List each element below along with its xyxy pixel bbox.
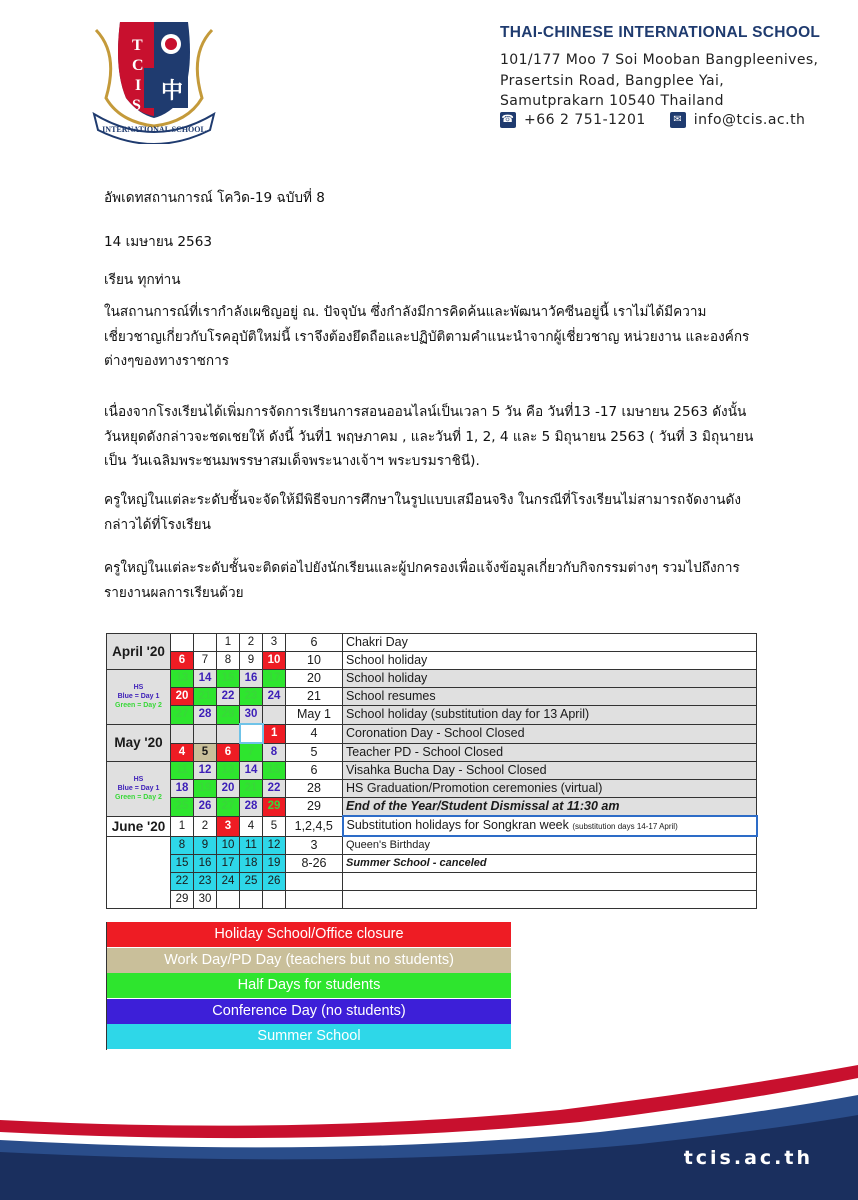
day-cell <box>217 891 240 909</box>
svg-text:中: 中 <box>161 79 184 104</box>
svg-text:S: S <box>132 97 141 114</box>
letter-greeting: เรียน ทุกท่าน <box>104 272 181 288</box>
day-cell: 27 <box>171 706 194 725</box>
day-cell: 29 <box>263 798 286 817</box>
day-cell <box>240 724 263 743</box>
calendar-row <box>107 873 757 891</box>
day-cell: 29 <box>171 891 194 909</box>
event-text: Substitution holidays for Songkran week <box>346 818 569 832</box>
day-cell: 1 <box>171 816 194 836</box>
day-cell <box>240 891 263 909</box>
event-date: 21 <box>286 688 343 706</box>
event-date: 10 <box>286 652 343 670</box>
event-name: End of the Year/Student Dismissal at 11:30 am <box>343 798 757 817</box>
day-cell: 1 <box>217 634 240 652</box>
day-cell: 21 <box>194 688 217 706</box>
day-cell: 29 <box>217 706 240 725</box>
school-name: THAI-CHINESE INTERNATIONAL SCHOOL <box>500 24 821 41</box>
legend-conference-day: Conference Day (no students) <box>107 999 511 1024</box>
calendar-row <box>107 798 757 817</box>
day-cell: 13 <box>217 762 240 780</box>
contact-row <box>500 112 805 128</box>
day-cell: 2 <box>240 634 263 652</box>
day-cell: 2 <box>194 816 217 836</box>
calendar-row <box>107 855 757 873</box>
legend-summer-school: Summer School <box>107 1024 511 1049</box>
month-spacer <box>107 873 171 891</box>
day-cell <box>194 634 217 652</box>
day-cell: 17 <box>263 670 286 688</box>
event-name: Coronation Day - School Closed <box>343 724 757 743</box>
day-cell: 4 <box>171 743 194 762</box>
month-label-may: May '20 <box>107 724 171 762</box>
day-cell: 25 <box>240 873 263 891</box>
calendar-row <box>107 724 757 743</box>
day-cell: 15 <box>171 855 194 873</box>
calendar-row <box>107 743 757 762</box>
day-cell: 17 <box>217 855 240 873</box>
day-cell: 28 <box>240 798 263 817</box>
day-cell <box>263 706 286 725</box>
day-cell: 10 <box>263 652 286 670</box>
footer-website[interactable]: tcis.ac.th <box>683 1147 813 1169</box>
email-address[interactable]: info@tcis.ac.th <box>693 112 806 128</box>
day-cell: 8 <box>171 836 194 855</box>
day-cell: 21 <box>240 780 263 798</box>
event-date: 3 <box>286 836 343 855</box>
day-cell: 30 <box>194 891 217 909</box>
day-cell: 1 <box>263 724 286 743</box>
day-cell: 4 <box>240 816 263 836</box>
svg-text:I: I <box>135 77 142 94</box>
address-line-1: 101/177 Moo 7 Soi Mooban Bangpleenives, <box>500 52 819 68</box>
event-date: May 1 <box>286 706 343 725</box>
day-cell <box>171 634 194 652</box>
day-cell: 12 <box>263 836 286 855</box>
calendar-row <box>107 762 757 780</box>
hs-day-legend-may <box>107 762 171 817</box>
day-cell <box>171 724 194 743</box>
event-date: 6 <box>286 634 343 652</box>
event-name: School holiday <box>343 652 757 670</box>
event-name: HS Graduation/Promotion ceremonies (virtual) <box>343 780 757 798</box>
day-cell: 30 <box>240 706 263 725</box>
day-cell: 26 <box>263 873 286 891</box>
day-cell: 28 <box>194 706 217 725</box>
calendar-row <box>107 652 757 670</box>
event-note: (substitution days 14-17 April) <box>572 822 678 831</box>
month-spacer <box>107 891 171 909</box>
day-cell: 22 <box>263 780 286 798</box>
day-cell: 23 <box>240 688 263 706</box>
day-cell: 3 <box>217 816 240 836</box>
calendar-color-legend <box>106 922 511 1050</box>
letter-date: 14 เมษายน 2563 <box>104 234 212 250</box>
svg-text:C: C <box>132 57 144 74</box>
paragraph-2: เนื่องจากโรงเรียนได้เพิ่มการจัดการเรียนการสอนออนไลน์เป็นเวลา 5 วัน คือ วันที่13 -17 เมษายน 2563 ดังนั้นวันหยุดดังกล่าวจะชดเชยให้ ดังนี้ วันที่1 พฤษภาคม , และวันที่ 1, 2, 4 และ 5 มิถุนายน 2563 ( วันที่ 3 มิถุนายน เป็น วันเฉลิมพระชนมพรรษาสมเด็จพระนางเจ้าฯ พระบรมราชินี). <box>104 404 754 469</box>
hs-label: HS <box>133 684 144 692</box>
school-address <box>500 50 818 112</box>
day-cell: 5 <box>263 816 286 836</box>
day-cell: 16 <box>194 855 217 873</box>
event-date: 4 <box>286 724 343 743</box>
svg-text:T: T <box>132 37 143 54</box>
month-label-june: June '20 <box>107 816 171 836</box>
day-cell: 18 <box>240 855 263 873</box>
day-cell: 3 <box>263 634 286 652</box>
event-name: Chakri Day <box>343 634 757 652</box>
address-line-2: Prasertsin Road, Bangplee Yai, <box>500 72 725 89</box>
event-date: 20 <box>286 670 343 688</box>
calendar-row <box>107 780 757 798</box>
day-cell: 20 <box>217 780 240 798</box>
day-cell: 13 <box>171 670 194 688</box>
day-cell: 11 <box>171 762 194 780</box>
blue-day-label: Blue = Day 1 <box>117 693 160 701</box>
day-cell: 24 <box>263 688 286 706</box>
calendar-row <box>107 891 757 909</box>
day-cell: 27 <box>217 798 240 817</box>
paragraph-3: ครูใหญ่ในแต่ละระดับชั้นจะจัดให้มีพิธีจบการศึกษาในรูปแบบเสมือนจริง ในกรณีที่โรงเรียนไม่สามารถจัดงานดังกล่าวได้ที่โรงเรียน <box>104 492 742 533</box>
green-day-label: Green = Day 2 <box>115 794 162 802</box>
event-name: School holiday <box>343 670 757 688</box>
month-spacer <box>107 855 171 873</box>
event-date: 5 <box>286 743 343 762</box>
green-day-label: Green = Day 2 <box>115 702 162 710</box>
event-date <box>286 891 343 909</box>
day-cell: 14 <box>240 762 263 780</box>
calendar-row <box>107 816 757 836</box>
footer-wave <box>0 1060 858 1200</box>
event-name: Teacher PD - School Closed <box>343 743 757 762</box>
legend-holiday: Holiday School/Office closure <box>107 922 511 947</box>
day-cell: 20 <box>171 688 194 706</box>
event-name: School holiday (substitution day for 13 April) <box>343 706 757 725</box>
event-name: Queen's Birthday <box>343 836 757 855</box>
school-logo <box>84 10 224 144</box>
mail-icon: ✉ <box>670 112 686 128</box>
day-cell <box>194 724 217 743</box>
day-cell <box>263 891 286 909</box>
legend-work-day: Work Day/PD Day (teachers but no students) <box>107 948 511 973</box>
event-date: 28 <box>286 780 343 798</box>
day-cell: 22 <box>171 873 194 891</box>
day-cell: 5 <box>194 743 217 762</box>
day-cell: 24 <box>217 873 240 891</box>
day-cell: 9 <box>240 652 263 670</box>
event-name <box>343 891 757 909</box>
day-cell: 15 <box>263 762 286 780</box>
hs-label: HS <box>133 776 144 784</box>
event-name <box>343 816 757 836</box>
day-cell: 9 <box>194 836 217 855</box>
day-cell: 8 <box>263 743 286 762</box>
calendar-row <box>107 706 757 725</box>
day-cell: 15 <box>217 670 240 688</box>
day-cell: 7 <box>194 652 217 670</box>
phone-number[interactable]: +66 2 751-1201 <box>524 112 646 128</box>
day-cell: 7 <box>240 743 263 762</box>
day-cell: 26 <box>194 798 217 817</box>
event-date: 8-26 <box>286 855 343 873</box>
legend-half-days: Half Days for students <box>107 973 511 998</box>
blue-day-label: Blue = Day 1 <box>117 785 160 793</box>
day-cell: 10 <box>217 836 240 855</box>
school-calendar-table <box>106 633 758 909</box>
month-label-april: April '20 <box>107 634 171 670</box>
day-cell: 16 <box>240 670 263 688</box>
event-name: Summer School - canceled <box>343 855 757 873</box>
event-name <box>343 873 757 891</box>
event-date: 29 <box>286 798 343 817</box>
logo-banner-text: INTERNATIONAL SCHOOL <box>102 125 206 134</box>
day-cell: 19 <box>194 780 217 798</box>
day-cell: 25 <box>171 798 194 817</box>
event-name: Visahka Bucha Day - School Closed <box>343 762 757 780</box>
letter-subject: อัพเดทสถานการณ์ โควิด-19 ฉบับที่ 8 <box>104 190 325 206</box>
address-line-3: Samutprakarn 10540 Thailand <box>500 93 724 109</box>
event-date <box>286 873 343 891</box>
calendar-row <box>107 836 757 855</box>
day-cell: 12 <box>194 762 217 780</box>
day-cell: 8 <box>217 652 240 670</box>
day-cell <box>217 724 240 743</box>
calendar-row <box>107 688 757 706</box>
day-cell: 19 <box>263 855 286 873</box>
day-cell: 14 <box>194 670 217 688</box>
day-cell: 22 <box>217 688 240 706</box>
day-cell: 11 <box>240 836 263 855</box>
event-date: 6 <box>286 762 343 780</box>
calendar-row <box>107 634 757 652</box>
day-cell: 6 <box>217 743 240 762</box>
paragraph-4: ครูใหญ่ในแต่ละระดับชั้นจะติดต่อไปยังนักเรียนและผู้ปกครองเพื่อแจ้งข้อมูลเกี่ยวกับกิจกรรมต่างๆ รวมไปถึงการรายงานผลการเรียนด้วย <box>104 560 740 601</box>
event-name: School resumes <box>343 688 757 706</box>
day-cell: 23 <box>194 873 217 891</box>
paragraph-1: ในสถานการณ์ที่เรากำลังเผชิญอยู่ ณ. ปัจจุบัน ซึ่งกำลังมีการคิดค้นและพัฒนาวัคซีนอยู่นี้ เราไม่ได้มีความเชี่ยวชาญเกี่ยวกับโรคอุบัติใหม่นี้ เราจึงต้องยึดถือและปฏิบัติตามคำแนะนำจากผู้เชี่ยวชาญ หน่วยงาน และองค์กรต่างๆของทางราชการ <box>104 304 750 369</box>
event-date: 1,2,4,5 <box>286 816 343 836</box>
hs-day-legend <box>107 670 171 725</box>
day-cell: 18 <box>171 780 194 798</box>
phone-icon: ☎ <box>500 112 516 128</box>
day-cell: 6 <box>171 652 194 670</box>
month-spacer <box>107 836 171 855</box>
calendar-row <box>107 670 757 688</box>
